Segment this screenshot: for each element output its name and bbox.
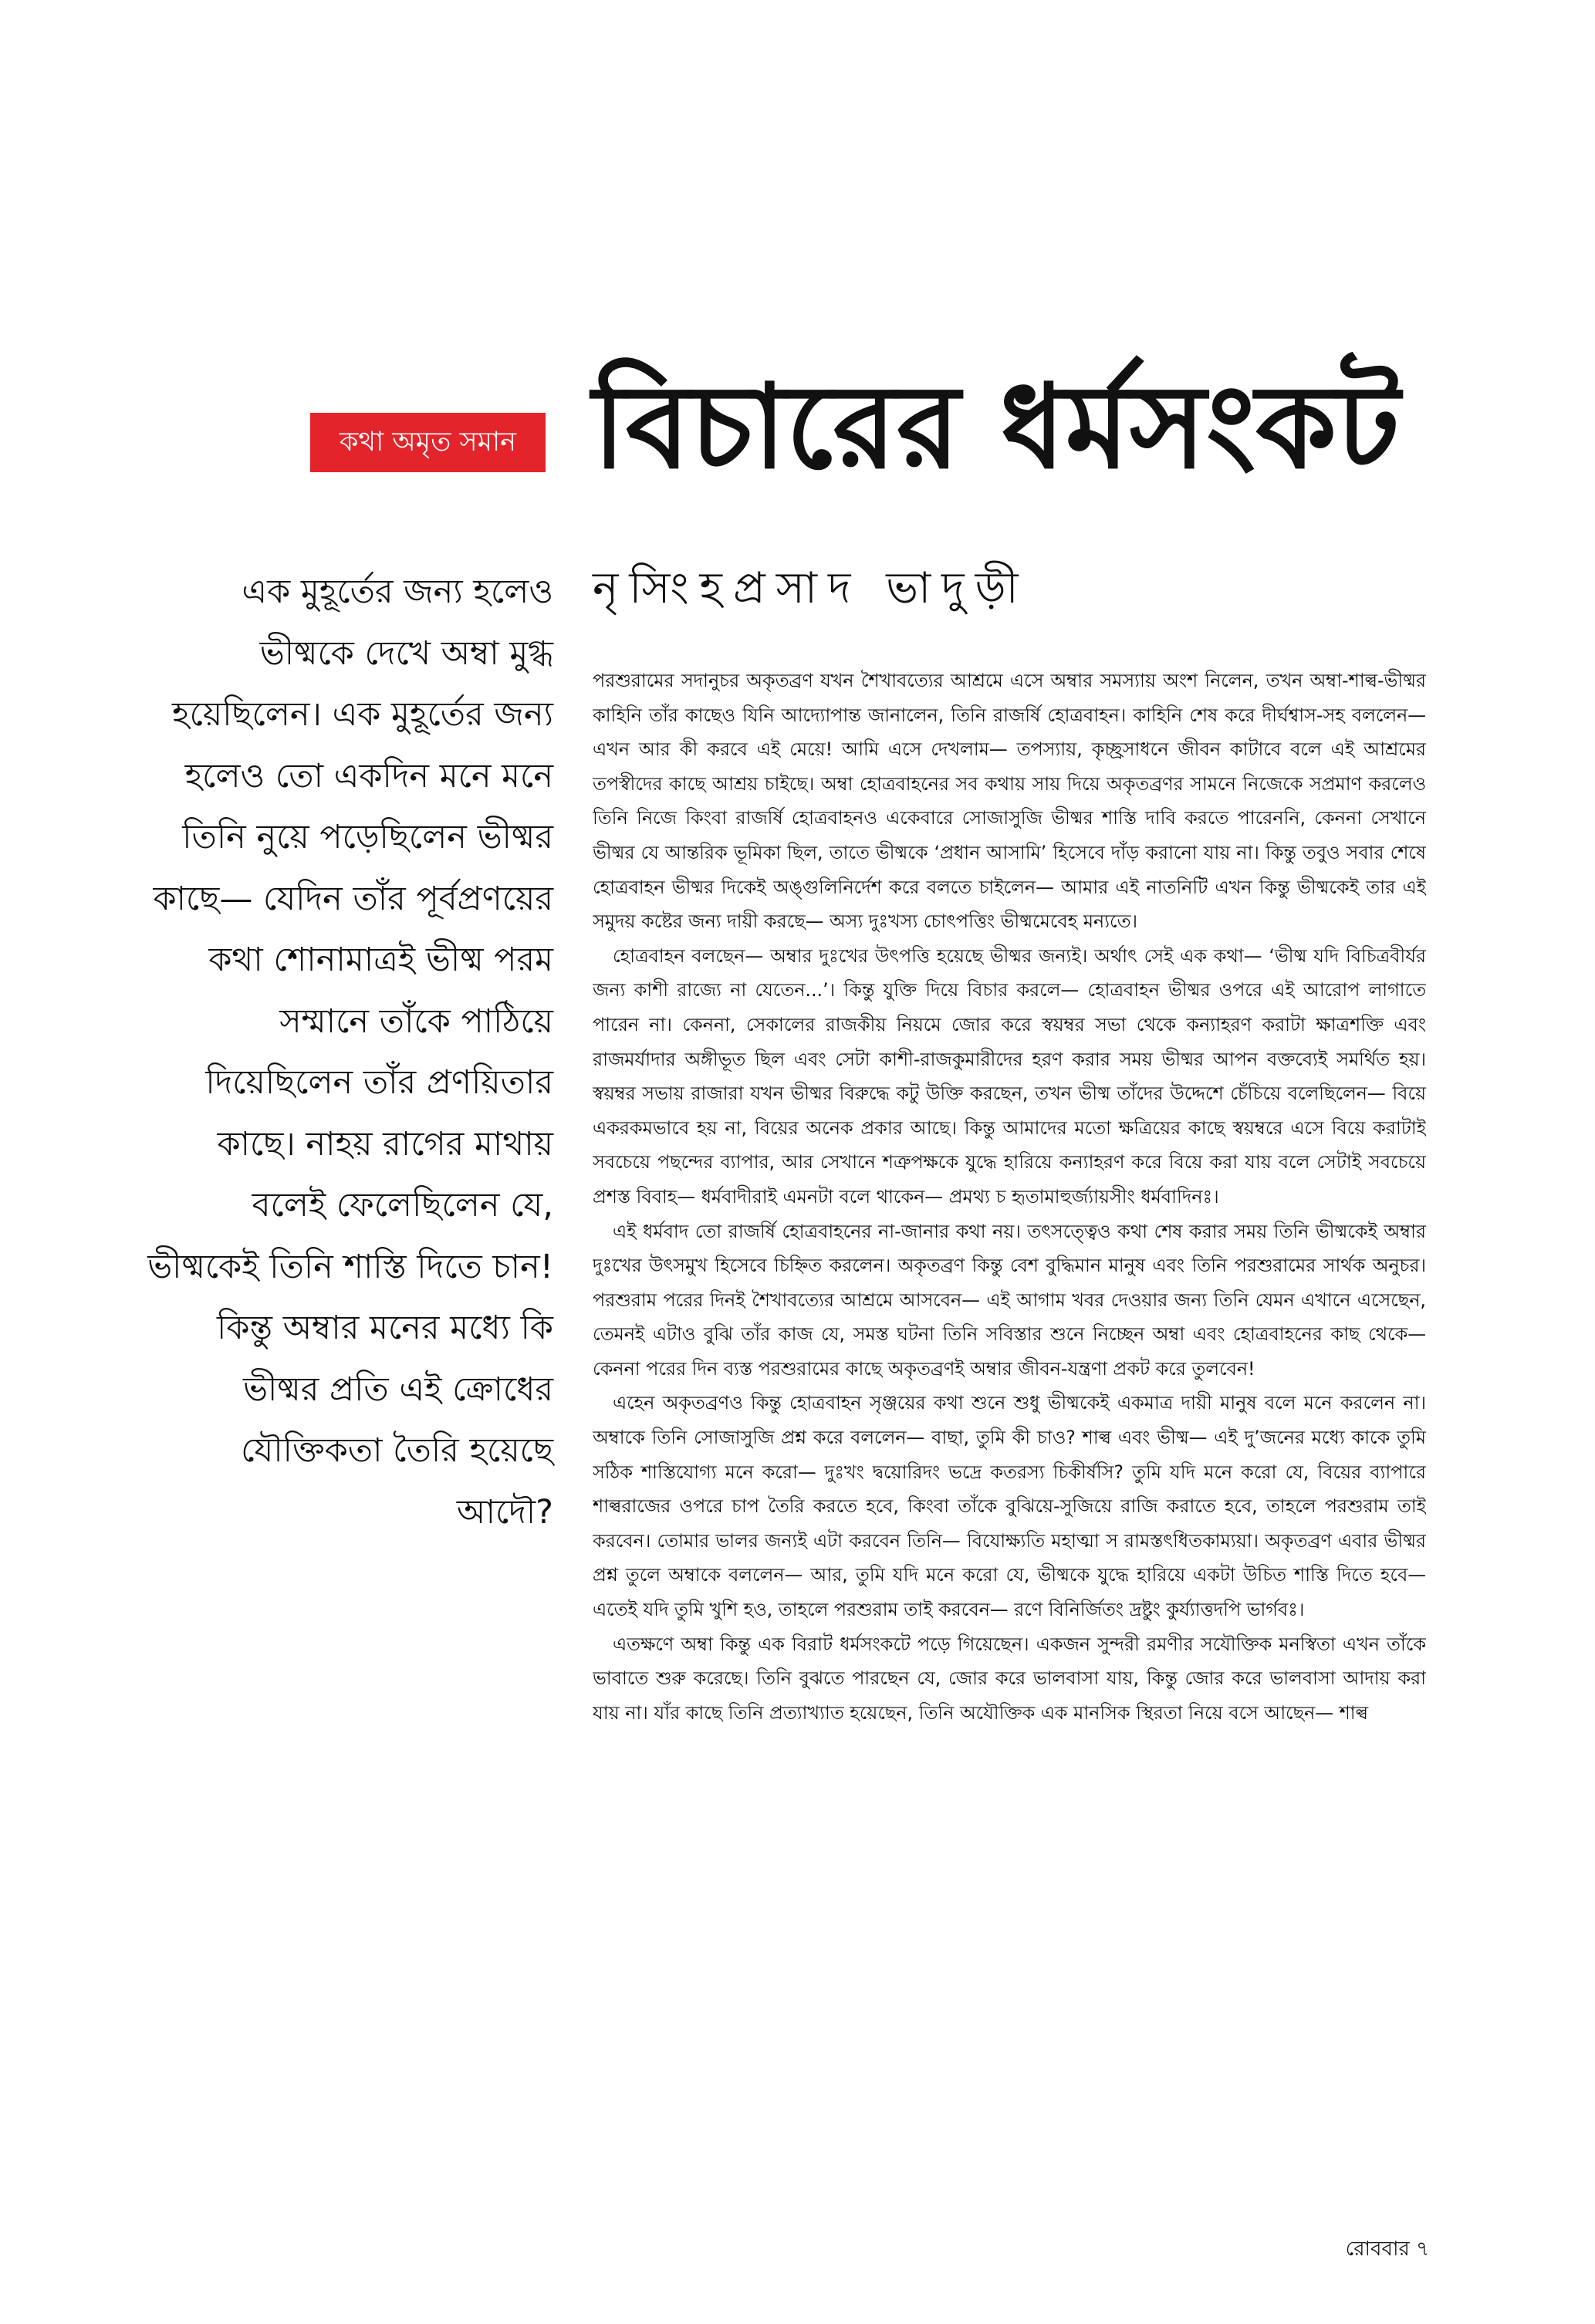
body-paragraph: এহেন অকৃতব্রণও কিন্তু হোত্রবাহন সৃঞ্জয়ের কথা শুনে শুধু ভীষ্মকেই একমাত্র দায়ী মানুষ বলে মনে করলেন না। অম্বাকে তিনি সোজাসুজি প্রশ্ন করে বললেন— বাছা, তুমি কী চাও? শাল্ব এবং ভীষ্ম— এই দু’জনের মধ্যে কাকে তুমি সঠিক শাস্তিযোগ্য মনে করো— দুঃখং দ্বয়োরিদং ভদ্রে কতরস্য চিকীর্ষসি? তুমি যদি মনে করো যে, বিয়ের ব্যাপারে শাল্বরাজের ওপরে চাপ তৈরি করতে হবে, কিংবা তাঁকে বুঝিয়ে-সুজিয়ে রাজি করাতে হবে, তাহলে পরশুরাম তাই করবেন। তোমার ভালর জন্যই এটা করবেন তিনি— বিযোক্ষ্যতি মহাত্মা স রামস্তৎধিতকাম্যয়া। অকৃতব্রণ এবার ভীষ্মর প্রশ্ন তুলে অম্বাকে বললেন— আর, তুমি যদি মনে করো যে, ভীষ্মকে যুদ্ধে হারিয়ে একটা উচিত শাস্তি দিতে হবে— এতেই যদি তুমি খুশি হও, তাহলে পরশুরাম তাই করবেন— রণে বিনির্জিতং দ্রষ্টুং কুর্য্যাত্তদপি ভার্গবঃ। — [593, 1392, 1426, 1621]
body-paragraph: এই ধর্মবাদ তো রাজর্ষি হোত্রবাহনের না-জানার কথা নয়। তৎসত্ত্বেও কথা শেষ করার সময় তিনি ভীষ্মকেই অম্বার দুঃখের উৎসমুখ হিসেবে চিহ্নিত করলেন। অকৃতব্রণ কিন্তু বেশ বুদ্ধিমান মানুষ এবং তিনি পরশুরামের সার্থক অনুচর। পরশুরাম পরের দিনই শৈখাবত্যের আশ্রমে আসবেন— এই আগাম খবর দেওয়ার জন্য তিনি যেমন এখানে এসেছেন, তেমনই এটাও বুঝি তাঁর কাজ যে, সমস্ত ঘটনা তিনি সবিস্তার শুনে নিচ্ছেন অম্বা এবং হোত্রবাহনের কাছ থেকে— কেননা পরের দিন ব্যস্ত পরশুরামের কাছে অকৃতব্রণই অম্বার জীবন-যন্ত্রণা প্রকট করে তুলবেন! — [593, 1220, 1426, 1380]
page-footer: রোববার ৭ — [1345, 2238, 1429, 2261]
series-label: কথা অমৃত সমান — [310, 413, 546, 472]
pull-quote — [147, 562, 553, 1543]
body-paragraph: পরশুরামের সদানুচর অকৃতব্রণ যখন শৈখাবত্যের আশ্রমে এসে অম্বার সমস্যায় অংশ নিলেন, তখন অম্বা-শাল্ব-ভীষ্মর কাহিনি তাঁর কাছেও যিনি আদ্যোপান্ত জানালেন, তিনি রাজর্ষি হোত্রবাহন। কাহিনি শেষ করে দীর্ঘশ্বাস-সহ বললেন— এখন আর কী করবে এই মেয়ে! আমি এসে দেখলাম— তপস্যায়, কৃচ্ছ্রসাধনে জীবন কাটাবে বলে এই আশ্রমের তপস্বীদের কাছে আশ্রয় চাইছে। অম্বা হোত্রবাহনের সব কথায় সায় দিয়ে অকৃতব্রণর সামনে নিজেকে সপ্রমাণ করলেও তিনি নিজে কিংবা রাজর্ষি হোত্রবাহনও একেবারে সোজাসুজি ভীষ্মর শাস্তি দাবি করতে পারেননি, কেননা সেখানে ভীষ্মর যে আন্তরিক ভূমিকা ছিল, তাতে ভীষ্মকে ‘প্রধান আসামি’ হিসেবে দাঁড় করানো যায় না। কিন্তু তবুও সবার শেষে হোত্রবাহন ভীষ্মর দিকেই অঙ্গুলিনির্দেশ করে বলতে চাইলেন— আমার এই নাতনিটি এখন কিন্তু ভীষ্মকেই তার এই সমুদয় কষ্টের জন্য দায়ী করছে— অস্য দুঃখস্য চোৎপত্তিং ভীষ্মমেবেহ মন্যতে। — [593, 670, 1426, 933]
article-title: বিচারের ধর্মসংকট — [593, 359, 1401, 495]
pull-quote-text: এক মুহূর্তের জন্য হলেও ভীষ্মকে দেখে অম্বা মুগ্ধ হয়েছিলেন। এক মুহূর্তের জন্য হলেও তো একদিন মনে মনে তিনি নুয়ে পড়েছিলেন ভীষ্মর কাছে— যেদিন তাঁর পূর্বপ্রণয়ের কথা শোনামাত্রই ভীষ্ম পরম সম্মানে তাঁকে পাঠিয়ে দিয়েছিলেন তাঁর প্রণয়িতার কাছে। নাহয় রাগের মাথায় বলেই ফেলেছিলেন যে, ভীষ্মকেই তিনি শাস্তি দিতে চান! কিন্তু অম্বার মনের মধ্যে কি ভীষ্মর প্রতি এই ক্রোধের যৌক্তিকতা তৈরি হয়েছে আদৌ? — [147, 573, 553, 1532]
body-paragraph: এতক্ষণে অম্বা কিন্তু এক বিরাট ধর্মসংকটে পড়ে গিয়েছেন। একজন সুন্দরী রমণীর সযৌক্তিক মনস্বিতা এখন তাঁকে ভাবাতে শুরু করেছে। তিনি বুঝতে পারছেন যে, জোর করে ভালবাসা যায়, কিন্তু জোর করে ভালবাসা আদায় করা যায় না। যাঁর কাছে তিনি প্রত্যাখ্যাত হয়েছেন, তিনি অযৌক্তিক এক মানসিক স্থিরতা নিয়ে বসে আছেন— শাল্ব — [593, 1633, 1426, 1724]
author-byline: নৃসিংহপ্রসাদ ভাদুড়ী — [593, 563, 1029, 613]
article-body — [593, 664, 1426, 2180]
body-paragraph: হোত্রবাহন বলছেন— অম্বার দুঃখের উৎপত্তি হয়েছে ভীষ্মর জন্যই। অর্থাৎ সেই এক কথা— ‘ভীষ্ম যদি বিচিত্রবীর্যর জন্য কাশী রাজ্যে না যেতেন...’। কিন্তু যুক্তি দিয়ে বিচার করলে— হোত্রবাহন ভীষ্মর ওপরে এই আরোপ লাগাতে পারেন না। কেননা, সেকালের রাজকীয় নিয়মে জোর করে স্বয়ম্বর সভা থেকে কন্যাহরণ করাটা ক্ষাত্রশক্তি এবং রাজমর্যাদার অঙ্গীভূত ছিল এবং সেটা কাশী-রাজকুমারীদের হরণ করার সময় ভীষ্মর আপন বক্তব্যেই সমর্থিত হয়। স্বয়ম্বর সভায় রাজারা যখন ভীষ্মর বিরুদ্ধে কটু উক্তি করছেন, তখন ভীষ্ম তাঁদের উদ্দেশে চেঁচিয়ে বলেছিলেন— বিয়ে একরকমভাবে হয় না, বিয়ের অনেক প্রকার আছে। কিন্তু আমাদের মতো ক্ষত্রিয়ের কাছে স্বয়ম্বরে এসে বিয়ে করাটাই সবচেয়ে পছন্দের ব্যাপার, আর সেখানে শত্রুপক্ষকে যুদ্ধে হারিয়ে কন্যাহরণ করে বিয়ে করা যায় বলে সেটাই সবচেয়ে প্রশস্ত বিবাহ— ধর্মবাদীরাই এমনটা বলে থাকেন— প্রমথ্য চ হৃতামাহুর্জ্যায়সীং ধর্মবাদিনঃ। — [593, 944, 1426, 1208]
